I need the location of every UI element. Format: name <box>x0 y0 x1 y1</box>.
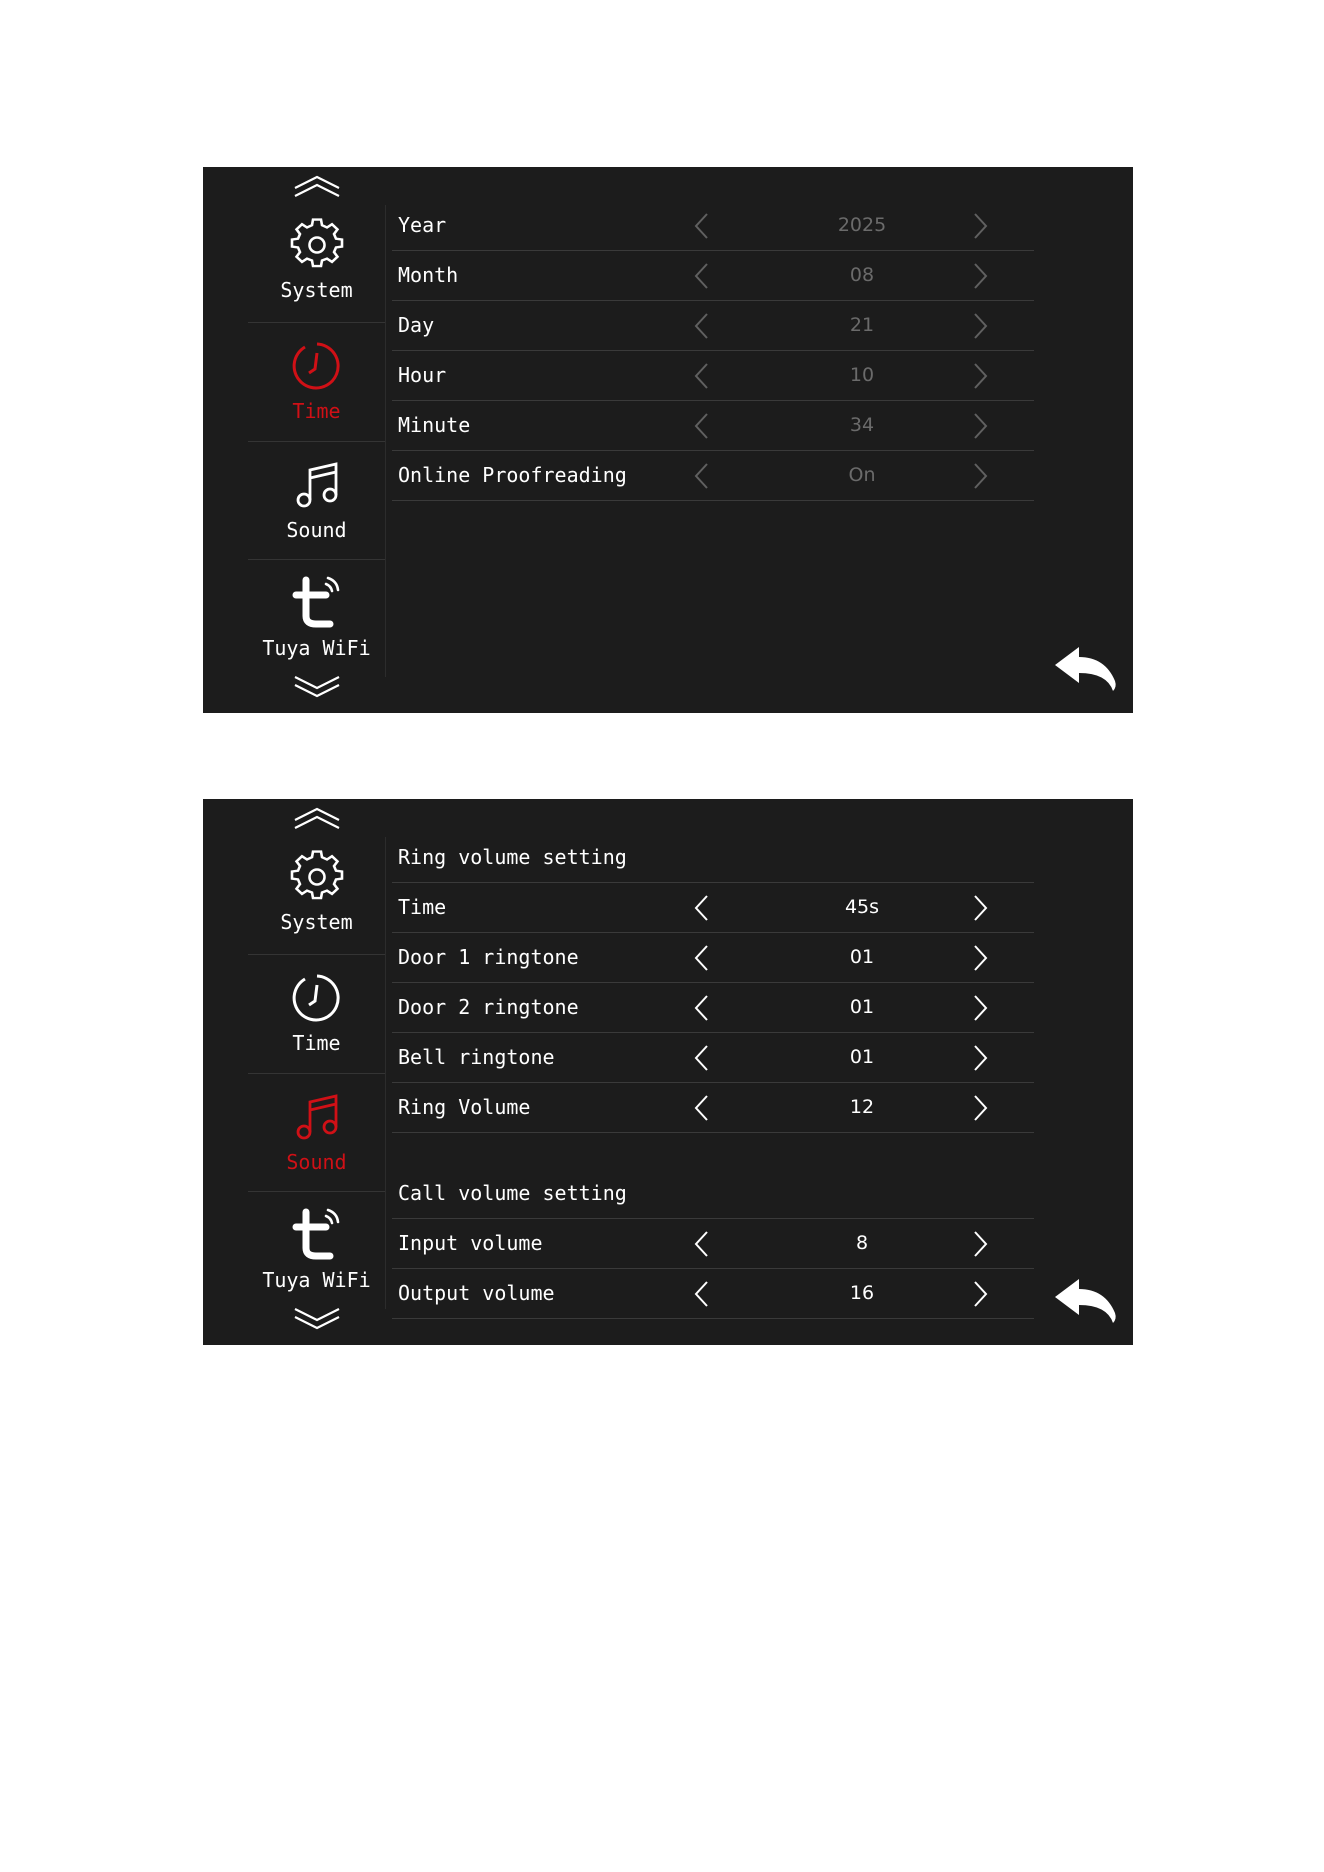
nav-item-sound[interactable] <box>248 441 385 559</box>
row-value: 01 <box>849 996 875 1018</box>
setting-row-output-volume <box>392 1269 1034 1319</box>
setting-row-input-volume <box>392 1219 1034 1269</box>
setting-row-bell-ringtone <box>392 1033 1034 1083</box>
row-label: Time <box>398 895 447 919</box>
row-value: 01 <box>849 946 875 968</box>
chevron-left-icon[interactable] <box>690 1229 712 1259</box>
row-label: Ring Volume <box>398 1095 531 1119</box>
setting-row-time <box>392 883 1034 933</box>
back-arrow-icon[interactable] <box>1053 645 1119 695</box>
tuya-logo-icon <box>290 576 344 630</box>
setting-row-minute <box>392 401 1034 451</box>
nav-item-time[interactable] <box>248 322 385 440</box>
chevron-right-icon[interactable] <box>970 893 992 923</box>
section-title: Call volume setting <box>398 1181 627 1205</box>
row-label: Month <box>398 263 459 287</box>
row-label: Door 1 ringtone <box>398 945 579 969</box>
sidebar <box>248 167 385 713</box>
music-note-icon <box>290 1090 344 1144</box>
setting-row-year <box>392 201 1034 251</box>
row-label: Online Proofreading <box>398 463 627 487</box>
chevron-right-icon[interactable] <box>970 461 992 491</box>
chevron-left-icon[interactable] <box>690 361 712 391</box>
row-label: Hour <box>398 363 447 387</box>
setting-row-day <box>392 301 1034 351</box>
settings-list <box>392 201 1034 501</box>
row-label: Day <box>398 313 435 337</box>
chevron-right-icon[interactable] <box>970 211 992 241</box>
chevron-right-icon[interactable] <box>970 993 992 1023</box>
nav-label: Time <box>292 399 341 423</box>
gear-icon <box>290 218 344 272</box>
row-value: 21 <box>849 314 875 336</box>
chevron-right-icon[interactable] <box>970 1093 992 1123</box>
nav-item-tuya-wifi[interactable] <box>248 559 385 677</box>
chevron-right-icon[interactable] <box>970 1043 992 1073</box>
chevron-right-icon[interactable] <box>970 1229 992 1259</box>
row-value: 12 <box>849 1096 875 1118</box>
row-label: Door 2 ringtone <box>398 995 579 1019</box>
setting-row-door2-ringtone <box>392 983 1034 1033</box>
chevron-left-icon[interactable] <box>690 993 712 1023</box>
nav-item-sound[interactable] <box>248 1073 385 1191</box>
nav-label: Tuya WiFi <box>262 1268 371 1292</box>
setting-row-month <box>392 251 1034 301</box>
row-label: Year <box>398 213 447 237</box>
nav-item-system[interactable] <box>248 833 385 951</box>
row-value: 34 <box>849 414 875 436</box>
section-header-ring <box>392 833 1034 883</box>
row-value: On <box>848 464 876 486</box>
chevron-right-icon[interactable] <box>970 411 992 441</box>
setting-row-door1-ringtone <box>392 933 1034 983</box>
music-note-icon <box>290 458 344 512</box>
row-value: 01 <box>849 1046 875 1068</box>
chevron-left-icon[interactable] <box>690 261 712 291</box>
row-label: Output volume <box>398 1281 555 1305</box>
row-value: 8 <box>855 1232 869 1254</box>
sound-settings-screen <box>203 799 1133 1345</box>
nav-label: System <box>280 278 353 302</box>
chevron-right-icon[interactable] <box>970 943 992 973</box>
nav-item-system[interactable] <box>248 201 385 319</box>
nav-label: System <box>280 910 353 934</box>
nav-label: Tuya WiFi <box>262 636 371 660</box>
spacer <box>392 1133 1034 1169</box>
chevron-right-icon[interactable] <box>970 261 992 291</box>
chevron-left-icon[interactable] <box>690 311 712 341</box>
section-title: Ring volume setting <box>398 845 627 869</box>
setting-row-ring-volume <box>392 1083 1034 1133</box>
chevron-left-icon[interactable] <box>690 411 712 441</box>
row-value: 10 <box>849 364 875 386</box>
clock-icon <box>290 339 344 393</box>
nav-item-time[interactable] <box>248 954 385 1072</box>
scroll-down-icon[interactable] <box>248 1301 385 1335</box>
gear-icon <box>290 850 344 904</box>
row-label: Minute <box>398 413 471 437</box>
row-value: 16 <box>849 1282 875 1304</box>
chevron-right-icon[interactable] <box>970 311 992 341</box>
row-value: 2025 <box>837 214 887 236</box>
row-label: Bell ringtone <box>398 1045 555 1069</box>
time-settings-screen <box>203 167 1133 713</box>
row-value: 08 <box>849 264 875 286</box>
back-arrow-icon[interactable] <box>1053 1277 1119 1327</box>
row-value: 45s <box>844 896 880 918</box>
setting-row-online-proofreading <box>392 451 1034 501</box>
chevron-left-icon[interactable] <box>690 893 712 923</box>
chevron-left-icon[interactable] <box>690 1093 712 1123</box>
chevron-left-icon[interactable] <box>690 1043 712 1073</box>
section-header-call <box>392 1169 1034 1219</box>
chevron-left-icon[interactable] <box>690 1279 712 1309</box>
chevron-left-icon[interactable] <box>690 461 712 491</box>
settings-list <box>392 833 1034 1319</box>
chevron-left-icon[interactable] <box>690 943 712 973</box>
nav-label: Sound <box>286 518 347 542</box>
tuya-logo-icon <box>290 1208 344 1262</box>
scroll-up-icon[interactable] <box>248 170 385 204</box>
setting-row-hour <box>392 351 1034 401</box>
sidebar <box>248 799 385 1345</box>
nav-item-tuya-wifi[interactable] <box>248 1191 385 1309</box>
scroll-up-icon[interactable] <box>248 802 385 836</box>
chevron-right-icon[interactable] <box>970 361 992 391</box>
nav-label: Time <box>292 1031 341 1055</box>
clock-icon <box>290 971 344 1025</box>
scroll-down-icon[interactable] <box>248 669 385 703</box>
chevron-right-icon[interactable] <box>970 1279 992 1309</box>
nav-label: Sound <box>286 1150 347 1174</box>
row-label: Input volume <box>398 1231 543 1255</box>
chevron-left-icon[interactable] <box>690 211 712 241</box>
